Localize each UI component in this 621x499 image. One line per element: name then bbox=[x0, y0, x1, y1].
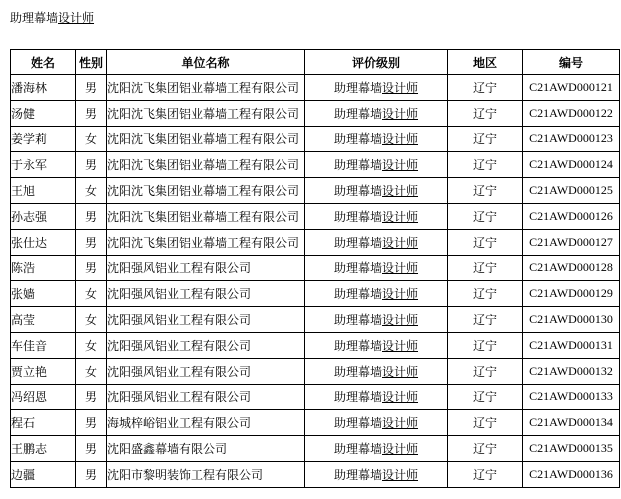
cell-unit: 沈阳强风铝业工程有限公司 bbox=[107, 358, 305, 384]
level-link[interactable]: 设计师 bbox=[382, 287, 419, 302]
cell-region: 辽宁 bbox=[448, 178, 523, 204]
cell-unit: 沈阳沈飞集团铝业幕墙工程有限公司 bbox=[107, 203, 305, 229]
cell-name: 车佳音 bbox=[11, 332, 76, 358]
table-row bbox=[11, 255, 620, 281]
cell-unit: 沈阳强风铝业工程有限公司 bbox=[107, 255, 305, 281]
cell-unit: 沈阳强风铝业工程有限公司 bbox=[107, 384, 305, 410]
cell-level bbox=[305, 358, 448, 384]
cell-level bbox=[305, 100, 448, 126]
cell-level bbox=[305, 281, 448, 307]
table-row bbox=[11, 178, 620, 204]
cell-unit: 沈阳沈飞集团铝业幕墙工程有限公司 bbox=[107, 178, 305, 204]
cell-unit: 沈阳沈飞集团铝业幕墙工程有限公司 bbox=[107, 152, 305, 178]
cell-unit: 沈阳市黎明装饰工程有限公司 bbox=[107, 461, 305, 487]
cell-level bbox=[305, 307, 448, 333]
cell-code: C21AWD000135 bbox=[523, 436, 620, 462]
table-row bbox=[11, 281, 620, 307]
table-row bbox=[11, 436, 620, 462]
cell-region: 辽宁 bbox=[448, 307, 523, 333]
level-link[interactable]: 设计师 bbox=[382, 416, 419, 431]
header-level: 评价级别 bbox=[305, 50, 448, 75]
table-row bbox=[11, 332, 620, 358]
cell-code: C21AWD000121 bbox=[523, 75, 620, 101]
table-row bbox=[11, 384, 620, 410]
cell-level bbox=[305, 436, 448, 462]
cell-gender: 女 bbox=[76, 281, 107, 307]
cell-unit: 沈阳沈飞集团铝业幕墙工程有限公司 bbox=[107, 100, 305, 126]
cell-unit: 沈阳沈飞集团铝业幕墙工程有限公司 bbox=[107, 75, 305, 101]
cell-name: 贾立艳 bbox=[11, 358, 76, 384]
cell-gender: 男 bbox=[76, 436, 107, 462]
level-prefix: 助理幕墙 bbox=[333, 184, 382, 199]
cell-region: 辽宁 bbox=[448, 410, 523, 436]
cell-level bbox=[305, 332, 448, 358]
cell-code: C21AWD000132 bbox=[523, 358, 620, 384]
cell-level bbox=[305, 75, 448, 101]
level-link[interactable]: 设计师 bbox=[382, 338, 419, 353]
cell-name: 边疆 bbox=[11, 461, 76, 487]
cell-region: 辽宁 bbox=[448, 100, 523, 126]
table-row bbox=[11, 410, 620, 436]
cell-gender: 男 bbox=[76, 410, 107, 436]
cell-code: C21AWD000131 bbox=[523, 332, 620, 358]
cell-region: 辽宁 bbox=[448, 229, 523, 255]
level-prefix: 助理幕墙 bbox=[333, 235, 382, 250]
level-link[interactable]: 设计师 bbox=[382, 261, 419, 276]
cell-region: 辽宁 bbox=[448, 281, 523, 307]
level-link[interactable]: 设计师 bbox=[382, 209, 419, 224]
cell-name: 潘海林 bbox=[11, 75, 76, 101]
level-prefix: 助理幕墙 bbox=[333, 287, 382, 302]
cell-code: C21AWD000129 bbox=[523, 281, 620, 307]
table-row bbox=[11, 203, 620, 229]
cell-region: 辽宁 bbox=[448, 461, 523, 487]
cell-unit: 沈阳沈飞集团铝业幕墙工程有限公司 bbox=[107, 229, 305, 255]
header-unit: 单位名称 bbox=[107, 50, 305, 75]
cell-code: C21AWD000128 bbox=[523, 255, 620, 281]
page-title-prefix: 助理幕墙 bbox=[10, 11, 59, 25]
level-link[interactable]: 设计师 bbox=[382, 80, 419, 95]
cell-unit: 沈阳沈飞集团铝业幕墙工程有限公司 bbox=[107, 126, 305, 152]
cell-gender: 男 bbox=[76, 255, 107, 281]
cell-level bbox=[305, 410, 448, 436]
cell-code: C21AWD000136 bbox=[523, 461, 620, 487]
cell-code: C21AWD000134 bbox=[523, 410, 620, 436]
cell-name: 张仕达 bbox=[11, 229, 76, 255]
level-prefix: 助理幕墙 bbox=[333, 132, 382, 147]
cell-unit: 沈阳强风铝业工程有限公司 bbox=[107, 332, 305, 358]
cell-region: 辽宁 bbox=[448, 203, 523, 229]
table-row bbox=[11, 461, 620, 487]
header-name: 姓名 bbox=[11, 50, 76, 75]
cell-region: 辽宁 bbox=[448, 152, 523, 178]
cell-code: C21AWD000123 bbox=[523, 126, 620, 152]
page-title-link[interactable]: 设计师 bbox=[58, 11, 95, 25]
level-link[interactable]: 设计师 bbox=[382, 184, 419, 199]
level-link[interactable]: 设计师 bbox=[382, 235, 419, 250]
cell-unit: 海城梓峪铝业工程有限公司 bbox=[107, 410, 305, 436]
level-prefix: 助理幕墙 bbox=[333, 313, 382, 328]
cell-name: 张嫱 bbox=[11, 281, 76, 307]
cell-name: 高莹 bbox=[11, 307, 76, 333]
cell-code: C21AWD000124 bbox=[523, 152, 620, 178]
cell-gender: 男 bbox=[76, 384, 107, 410]
level-link[interactable]: 设计师 bbox=[382, 364, 419, 379]
header-code: 编号 bbox=[523, 50, 620, 75]
cell-code: C21AWD000130 bbox=[523, 307, 620, 333]
cell-level bbox=[305, 152, 448, 178]
table-row bbox=[11, 126, 620, 152]
cell-name: 姜学莉 bbox=[11, 126, 76, 152]
cell-level bbox=[305, 203, 448, 229]
header-gender: 性别 bbox=[76, 50, 107, 75]
cell-region: 辽宁 bbox=[448, 126, 523, 152]
page-title bbox=[10, 10, 94, 26]
level-prefix: 助理幕墙 bbox=[333, 467, 382, 482]
cell-unit: 沈阳强风铝业工程有限公司 bbox=[107, 281, 305, 307]
cell-gender: 女 bbox=[76, 307, 107, 333]
cell-name: 陈浩 bbox=[11, 255, 76, 281]
level-prefix: 助理幕墙 bbox=[333, 209, 382, 224]
cell-region: 辽宁 bbox=[448, 384, 523, 410]
cell-gender: 男 bbox=[76, 100, 107, 126]
cell-gender: 女 bbox=[76, 332, 107, 358]
cell-region: 辽宁 bbox=[448, 436, 523, 462]
cell-region: 辽宁 bbox=[448, 358, 523, 384]
level-prefix: 助理幕墙 bbox=[333, 80, 382, 95]
level-prefix: 助理幕墙 bbox=[333, 390, 382, 405]
cell-level bbox=[305, 229, 448, 255]
cell-name: 王旭 bbox=[11, 178, 76, 204]
level-link[interactable]: 设计师 bbox=[382, 132, 419, 147]
level-prefix: 助理幕墙 bbox=[333, 364, 382, 379]
cell-name: 冯绍恩 bbox=[11, 384, 76, 410]
table-row bbox=[11, 100, 620, 126]
cell-unit: 沈阳强风铝业工程有限公司 bbox=[107, 307, 305, 333]
certification-table bbox=[10, 49, 620, 488]
table-row bbox=[11, 229, 620, 255]
level-prefix: 助理幕墙 bbox=[333, 416, 382, 431]
cell-gender: 男 bbox=[76, 203, 107, 229]
table-row bbox=[11, 75, 620, 101]
table-row bbox=[11, 152, 620, 178]
cell-unit: 沈阳盛鑫幕墙有限公司 bbox=[107, 436, 305, 462]
cell-name: 孙志强 bbox=[11, 203, 76, 229]
level-prefix: 助理幕墙 bbox=[333, 106, 382, 121]
cell-code: C21AWD000122 bbox=[523, 100, 620, 126]
cell-gender: 女 bbox=[76, 358, 107, 384]
level-link[interactable]: 设计师 bbox=[382, 390, 419, 405]
table-row bbox=[11, 358, 620, 384]
level-prefix: 助理幕墙 bbox=[333, 158, 382, 173]
cell-name: 汤健 bbox=[11, 100, 76, 126]
cell-gender: 男 bbox=[76, 461, 107, 487]
level-link[interactable]: 设计师 bbox=[382, 442, 419, 457]
table-body bbox=[11, 75, 620, 488]
cell-code: C21AWD000127 bbox=[523, 229, 620, 255]
cell-code: C21AWD000133 bbox=[523, 384, 620, 410]
cell-level bbox=[305, 178, 448, 204]
cell-name: 程石 bbox=[11, 410, 76, 436]
cell-region: 辽宁 bbox=[448, 75, 523, 101]
table-row bbox=[11, 307, 620, 333]
level-prefix: 助理幕墙 bbox=[333, 442, 382, 457]
cell-region: 辽宁 bbox=[448, 255, 523, 281]
cell-gender: 男 bbox=[76, 152, 107, 178]
level-link[interactable]: 设计师 bbox=[382, 467, 419, 482]
level-prefix: 助理幕墙 bbox=[333, 338, 382, 353]
cell-level bbox=[305, 126, 448, 152]
cell-code: C21AWD000126 bbox=[523, 203, 620, 229]
cell-name: 王鹏志 bbox=[11, 436, 76, 462]
cell-gender: 女 bbox=[76, 178, 107, 204]
level-link[interactable]: 设计师 bbox=[382, 313, 419, 328]
level-link[interactable]: 设计师 bbox=[382, 158, 419, 173]
cell-gender: 男 bbox=[76, 229, 107, 255]
cell-gender: 男 bbox=[76, 75, 107, 101]
cell-level bbox=[305, 461, 448, 487]
cell-level bbox=[305, 384, 448, 410]
cell-name: 于永军 bbox=[11, 152, 76, 178]
level-link[interactable]: 设计师 bbox=[382, 106, 419, 121]
cell-code: C21AWD000125 bbox=[523, 178, 620, 204]
level-prefix: 助理幕墙 bbox=[333, 261, 382, 276]
table-header-row bbox=[11, 50, 620, 75]
cell-level bbox=[305, 255, 448, 281]
cell-region: 辽宁 bbox=[448, 332, 523, 358]
cell-gender: 女 bbox=[76, 126, 107, 152]
header-region: 地区 bbox=[448, 50, 523, 75]
